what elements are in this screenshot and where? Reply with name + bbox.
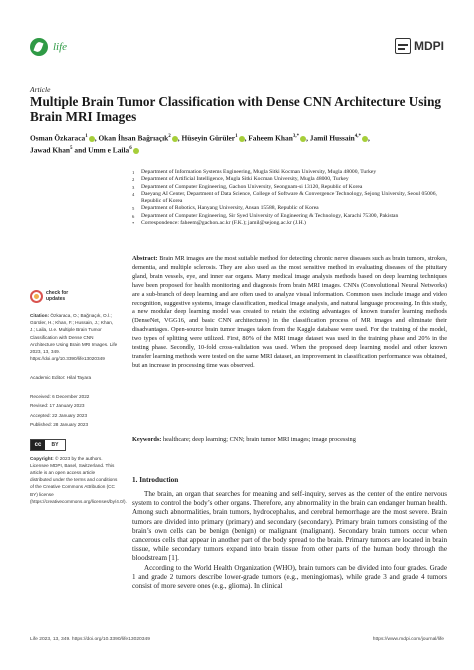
publisher-name: MDPI xyxy=(414,39,444,53)
abstract xyxy=(132,255,447,371)
affiliation-item xyxy=(132,213,452,220)
affiliation-text: Department of Information Systems Engineering, Mugla Sitki Kocman University, Mugla 48000, Turkey xyxy=(141,169,377,175)
author-affiliation-marker: 1 xyxy=(235,134,238,139)
abstract-label: Abstract: xyxy=(132,255,158,262)
author-affiliation-marker: 5 xyxy=(70,146,73,152)
cc-badge-text: cc xyxy=(31,440,45,450)
citation xyxy=(30,312,118,362)
copyright-text: © 2023 by the authors. Licensee MDPI, Basel, Switzerland. This article is an open access article distributed under the terms and conditions of the Creative Commons Attribution (CC BY) license (https://creativecommons.org/licenses/by/4.0/). xyxy=(30,455,127,504)
journal-name: life xyxy=(53,41,68,53)
orcid-icon[interactable] xyxy=(133,148,139,154)
author-affiliation-marker: 3,* xyxy=(292,134,300,139)
article-type: Article xyxy=(30,85,51,94)
introduction-body xyxy=(132,490,447,591)
affiliation-number: 6 xyxy=(132,213,135,219)
author-list xyxy=(30,131,460,156)
author-separator: , xyxy=(177,133,182,143)
affiliation-number: 5 xyxy=(132,206,135,212)
affiliation-number: 3 xyxy=(132,184,135,190)
affiliation-item xyxy=(132,176,452,183)
affiliations xyxy=(132,169,452,227)
update-icon xyxy=(30,290,43,303)
check-for-updates-button[interactable] xyxy=(30,290,118,303)
citation-text[interactable]: Özkaraca, O.; Bağrıaçık, O.İ.; Gürüler, H.; Khan, F.; Hussain, J.; Khan, J.; Laila, U.e. Multiple Brain Tumor Classification with Dense CNN Architecture Using Brain MRI Images. Life 2023, 13, 349. https://doi.org/10.3390/life13020349 xyxy=(30,313,118,362)
by-badge-text: BY xyxy=(51,441,59,448)
affiliation-number: * xyxy=(132,221,135,227)
copyright xyxy=(30,455,127,505)
author-affiliation-marker: 2 xyxy=(168,134,171,139)
affiliation-text: Daeyang AI Center, Department of Data Science, College of Software & Convergence Technology, Sejong University, Seoul 05006, Republic of Korea xyxy=(141,190,437,205)
keywords-text: healthcare; deep learning; CNN; brain tumor MRI images; image processing xyxy=(162,436,356,443)
affiliation-item xyxy=(132,205,452,212)
author-name: Jawad Khan xyxy=(30,145,71,155)
date-received: Received: 6 December 2022 xyxy=(30,393,90,399)
updates-line2: updates xyxy=(46,295,66,302)
sidebar xyxy=(30,290,127,505)
footer-citation[interactable]: Life 2023, 13, 349. https://doi.org/10.3390/life13020349 xyxy=(30,637,150,642)
intro-paragraph: According to the World Health Organization (WHO), brain tumors can be divided into four grades. Grade 1 and grade 2 tumors describe lower-grade tumors (e.g., meningiomas), while grade 3 and grade 4 tumors consist of more severe ones (e.g., glioma). In clinical xyxy=(132,563,447,591)
citation-label: Citation: xyxy=(30,313,50,318)
journal-logo xyxy=(30,38,67,56)
author-name: Hüseyin Gürüler xyxy=(181,133,236,143)
affiliation-item xyxy=(132,191,452,206)
cc-by-license-icon[interactable] xyxy=(30,439,66,451)
affiliation-number: 4 xyxy=(132,191,135,197)
paper-title: Multiple Brain Tumor Classification with Dense CNN Architecture Using Brain MRI Images xyxy=(30,94,442,124)
date-revised: Revised: 17 January 2023 xyxy=(30,403,85,409)
author-name: Faheem Khan xyxy=(248,133,293,143)
affiliation-text: Department of Robotics, Hanyang University, Ansan 15588, Republic of Korea xyxy=(141,205,319,212)
author-separator: , xyxy=(94,133,99,143)
keywords xyxy=(132,436,447,445)
academic-editor: Academic Editor: Hilal Tayara xyxy=(30,375,92,381)
author-affiliation-marker: 4,* xyxy=(354,134,362,139)
author-affiliation-marker: 6 xyxy=(129,146,132,152)
author-separator: and xyxy=(72,145,89,155)
affiliation-text: Department of Computer Engineering, Gachon University, Seongnam-si 13120, Republic of Korea xyxy=(141,183,363,190)
author-name: Osman Özkaraca xyxy=(30,133,86,143)
affiliation-text: Department of Computer Engineering, Sir Syed University of Engineering & Technology, Karachi 75300, Pakistan xyxy=(141,212,399,219)
author-separator: , xyxy=(244,133,249,143)
affiliation-item xyxy=(132,184,452,191)
copyright-label: Copyright: xyxy=(30,455,54,461)
author-separator: , xyxy=(368,133,370,143)
author-name: Umm e Laila xyxy=(88,145,130,155)
mdpi-logo-icon xyxy=(395,38,411,54)
leaf-icon xyxy=(30,38,48,56)
affiliation-number: 1 xyxy=(132,170,135,175)
author-name: Jamil Hussain xyxy=(309,133,355,143)
date-accepted: Accepted: 22 January 2023 xyxy=(30,412,88,418)
author-name: Okan İhsan Bağrıaçık xyxy=(98,133,169,143)
footer-journal-link[interactable]: https://www.mdpi.com/journal/life xyxy=(372,637,444,642)
keywords-label: Keywords: xyxy=(132,436,162,443)
abstract-text: Brain MR images are the most suitable method for detecting chronic nerve diseases such as brain tumors, strokes, dementia, and multiple sclerosis. They are also used as the most sensitive method in evaluating diseases of the pituitary gland, brain vessels, eye, and inner ear organs. Many medical image analysis methods based on deep learning techniques have been proposed for health monitoring and diagnosis from brain MRI images. CNNs (Convolutional Neural Networks) are a sub-branch of deep learning and are often used to analyze visual information. Common uses include image and video recognition, suggestive systems, image classification, medical image analysis, and natural language processing. In this study, a new modular deep learning model was created to retain the existing advantages of known transfer learning methods (DenseNet, VGG16, and basic CNN architectures) in the classification process of MR images and eliminate their disadvantages. Open-source brain tumor images taken from the Kaggle database were used. For the training of the model, two types of splitting were utilized. First, 80% of the MRI image dataset was used in the training phase and 20% in the testing phase. Secondly, 10-fold cross-validation was used. When the proposed deep learning model and other known transfer learning methods were tested on the same MRI dataset, an improvement in classification performance was obtained, but an increase in processing time was observed. xyxy=(132,255,447,369)
affiliation-text: Department of Artificial Intelligence, Mugla Sitki Kocman University, Mugla 48000, Turkey xyxy=(141,176,349,183)
author-separator: , xyxy=(306,133,310,143)
publication-dates xyxy=(30,393,118,429)
affiliation-number: 2 xyxy=(132,177,135,183)
date-published: Published: 28 January 2023 xyxy=(30,422,89,428)
section-heading: 1. Introduction xyxy=(132,476,179,484)
publisher-logo xyxy=(395,38,444,54)
affiliation-text: Correspondence: faheem@gachon.ac.kr (F.K.); jamil@sejong.ac.kr (J.H.) xyxy=(141,220,306,227)
affiliation-item xyxy=(132,220,452,227)
updates-line1: check for xyxy=(46,290,69,296)
author-affiliation-marker: 1 xyxy=(85,134,88,139)
intro-paragraph: The brain, an organ that searches for meaning and self-inquiry, serves as the center of the entire nervous system to control the body’s other organs. Therefore, any abnormality in the brain can endanger human health. Among such abnormalities, brain tumors, hydrocephalus, and cerebral hemorrhage are the most severe. Brain tumors are divided into primary (primary) and secondary (secondary). Primary brain tumors consisting of the brain’s own cells can be benign (benign) or malignant (malignant). Secondary brain tumors occur when cancerous cells that appear in another part of the body spread to the brain. Primary tumors are located in brain tissue, while secondary tumors expand into brain tissue from other parts of the human body through the bloodstream [1]. xyxy=(132,490,447,563)
